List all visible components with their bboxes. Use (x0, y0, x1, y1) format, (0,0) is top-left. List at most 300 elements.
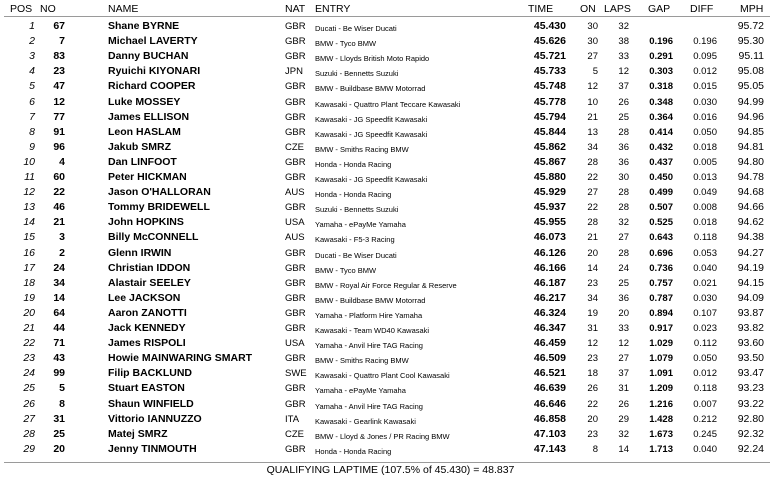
cell-mph: 94.66 (737, 201, 764, 214)
cell-pos: 2 (29, 35, 35, 48)
cell-gap: 0.894 (649, 307, 673, 319)
cell-name: Jason O'HALLORAN (108, 186, 211, 199)
cell-laps: 30 (618, 172, 629, 183)
table-row (0, 155, 781, 170)
cell-name: James RISPOLI (108, 337, 186, 350)
cell-nat: GBR (285, 247, 306, 259)
header-laps: LAPS (604, 3, 631, 15)
cell-on: 18 (587, 368, 598, 380)
cell-diff: 0.013 (693, 172, 717, 183)
cell-name: Peter HICKMAN (108, 171, 187, 183)
cell-laps: 20 (618, 307, 629, 319)
cell-entry: Kawasaki - JG Speedfit Kawasaki (315, 129, 428, 139)
cell-diff: 0.021 (693, 277, 717, 289)
cell-nat: ITA (285, 413, 300, 425)
cell-laps: 24 (618, 262, 629, 274)
table-row (0, 95, 781, 110)
cell-time: 46.187 (533, 276, 566, 289)
cell-laps: 14 (618, 443, 629, 455)
table-row (0, 170, 781, 185)
cell-gap: 0.432 (649, 141, 673, 153)
cell-pos: 22 (23, 337, 35, 350)
cell-no: 21 (53, 216, 65, 229)
cell-no: 44 (53, 322, 65, 334)
table-row (0, 397, 781, 412)
table-row (0, 321, 781, 336)
cell-laps: 25 (618, 111, 629, 123)
cell-laps: 26 (618, 398, 629, 410)
cell-pos: 1 (29, 20, 35, 32)
table-row (0, 306, 781, 321)
cell-diff: 0.053 (693, 247, 717, 259)
cell-mph: 93.60 (737, 337, 764, 350)
cell-name: Jenny TINMOUTH (108, 442, 197, 455)
cell-gap: 1.673 (649, 428, 673, 440)
cell-mph: 95.30 (737, 35, 764, 48)
cell-time: 45.880 (533, 171, 566, 183)
cell-entry: BMW - Royal Air Force Regular & Reserve (315, 280, 457, 290)
cell-no: 71 (53, 337, 65, 350)
cell-laps: 33 (618, 323, 629, 334)
cell-gap: 0.736 (649, 262, 673, 274)
cell-on: 22 (587, 202, 598, 214)
cell-mph: 94.96 (737, 110, 764, 123)
cell-name: Vittorio IANNUZZO (108, 412, 202, 425)
cell-laps: 28 (618, 202, 629, 214)
cell-no: 22 (53, 186, 65, 199)
table-row (0, 200, 781, 215)
cell-gap: 0.196 (649, 36, 673, 48)
cell-entry: Suzuki - Bennetts Suzuki (315, 69, 399, 79)
cell-pos: 21 (23, 322, 35, 334)
table-row (0, 49, 781, 64)
footer-rule (4, 462, 770, 463)
table-row (0, 276, 781, 291)
cell-mph: 94.15 (737, 276, 764, 289)
table-row (0, 351, 781, 366)
cell-mph: 94.80 (737, 155, 764, 168)
cell-nat: GBR (285, 443, 306, 455)
cell-gap: 1.029 (649, 338, 673, 350)
cell-laps: 29 (618, 413, 629, 425)
qualifying-laptime-note: QUALIFYING LAPTIME (107.5% of 45.430) = 48.837 (266, 464, 515, 476)
cell-gap: 0.787 (649, 292, 673, 304)
cell-diff: 0.030 (693, 96, 717, 108)
cell-name: Tommy BRIDEWELL (108, 201, 210, 214)
cell-gap: 1.428 (649, 413, 673, 425)
cell-pos: 5 (29, 80, 35, 93)
cell-entry: Kawasaki - Gearlink Kawasaki (315, 416, 416, 426)
cell-diff: 0.112 (693, 338, 717, 350)
table-row (0, 125, 781, 140)
header-name: NAME (108, 3, 139, 15)
cell-pos: 14 (23, 216, 35, 229)
cell-diff: 0.007 (693, 398, 717, 410)
cell-nat: GBR (285, 126, 306, 138)
cell-diff: 0.018 (693, 141, 717, 153)
cell-pos: 7 (29, 110, 35, 123)
cell-entry: Kawasaki - Quattro Plant Teccare Kawasaki (315, 99, 461, 109)
cell-name: John HOPKINS (108, 216, 184, 229)
cell-time: 46.858 (533, 412, 566, 425)
header-gap: GAP (648, 3, 671, 15)
cell-diff: 0.212 (693, 413, 717, 425)
cell-laps: 38 (618, 36, 629, 48)
cell-mph: 94.19 (737, 261, 764, 274)
cell-name: Ryuichi KIYONARI (108, 65, 201, 78)
cell-entry: Yamaha - ePayMe Yamaha (315, 386, 406, 396)
cell-diff: 0.050 (693, 126, 717, 138)
cell-entry: BMW - Buildbase BMW Motorrad (315, 84, 426, 94)
cell-on: 10 (587, 96, 598, 108)
cell-laps: 32 (618, 428, 629, 440)
cell-nat: CZE (285, 428, 304, 440)
cell-diff: 0.012 (693, 368, 717, 380)
cell-mph: 94.99 (737, 95, 764, 108)
cell-name: Stuart EASTON (108, 382, 185, 395)
cell-gap: 1.079 (649, 353, 673, 365)
cell-time: 45.778 (533, 95, 566, 108)
cell-mph: 94.62 (737, 216, 764, 229)
cell-pos: 8 (29, 125, 35, 138)
cell-time: 46.324 (533, 306, 566, 319)
cell-mph: 93.87 (737, 306, 764, 319)
cell-gap: 1.216 (649, 398, 673, 410)
cell-laps: 37 (618, 368, 629, 380)
cell-time: 46.509 (533, 352, 566, 365)
cell-name: Leon HASLAM (108, 125, 181, 138)
cell-pos: 12 (23, 186, 35, 199)
cell-on: 5 (592, 66, 598, 78)
table-row (0, 336, 781, 351)
cell-mph: 95.11 (738, 50, 764, 63)
cell-gap: 0.643 (649, 232, 673, 244)
cell-gap: 0.507 (649, 202, 673, 214)
cell-nat: GBR (285, 156, 306, 168)
cell-name: Lee JACKSON (108, 291, 181, 304)
cell-no: 7 (59, 35, 65, 48)
cell-laps: 33 (618, 51, 629, 63)
cell-time: 46.166 (533, 261, 566, 274)
cell-laps: 31 (618, 383, 629, 395)
cell-laps: 25 (618, 277, 629, 289)
cell-no: 96 (53, 140, 65, 153)
cell-name: Jakub SMRZ (108, 140, 172, 153)
table-row (0, 261, 781, 276)
cell-entry: Ducati - Be Wiser Ducati (315, 24, 397, 33)
cell-diff: 0.196 (693, 36, 717, 48)
cell-name: Billy McCONNELL (108, 231, 199, 244)
cell-no: 43 (53, 352, 65, 365)
cell-no: 34 (53, 276, 65, 289)
header-entry: ENTRY (315, 3, 351, 15)
table-row (0, 412, 781, 427)
cell-pos: 24 (23, 367, 35, 380)
cell-pos: 4 (29, 65, 35, 78)
cell-time: 45.937 (533, 201, 566, 214)
cell-no: 2 (59, 246, 65, 259)
cell-entry: BMW - Smiths Racing BMW (315, 144, 409, 154)
cell-entry: BMW - Tyco BMW (315, 265, 377, 275)
cell-name: Richard COOPER (108, 80, 196, 93)
cell-entry: Kawasaki - F5-3 Racing (315, 235, 395, 245)
cell-diff: 0.050 (693, 353, 717, 365)
cell-mph: 94.78 (737, 171, 764, 183)
cell-laps: 36 (618, 292, 629, 304)
table-row (0, 34, 781, 49)
cell-no: 64 (53, 306, 65, 319)
cell-mph: 92.32 (737, 427, 764, 440)
cell-pos: 11 (24, 171, 35, 183)
cell-on: 21 (587, 232, 598, 244)
cell-name: James ELLISON (108, 110, 190, 123)
cell-entry: Honda - Honda Racing (315, 446, 392, 456)
cell-laps: 12 (618, 66, 629, 78)
cell-name: Filip BACKLUND (108, 367, 192, 380)
cell-entry: Yamaha - Anvil Hire TAG Racing (315, 401, 423, 411)
table-row (0, 79, 781, 94)
cell-time: 45.733 (533, 65, 566, 78)
cell-pos: 25 (23, 382, 35, 395)
cell-name: Shane BYRNE (108, 20, 180, 32)
cell-gap: 0.525 (649, 217, 673, 229)
cell-time: 45.862 (533, 140, 566, 153)
cell-no: 8 (59, 397, 65, 410)
cell-on: 34 (587, 292, 598, 304)
cell-mph: 95.05 (737, 80, 764, 93)
cell-nat: GBR (285, 81, 306, 93)
cell-name: Shaun WINFIELD (108, 397, 194, 410)
table-row (0, 185, 781, 200)
cell-mph: 94.68 (737, 186, 764, 199)
cell-on: 13 (587, 126, 598, 138)
cell-on: 31 (587, 323, 598, 334)
cell-time: 46.459 (533, 337, 566, 350)
cell-pos: 13 (23, 201, 35, 214)
cell-time: 45.430 (533, 20, 566, 32)
cell-on: 20 (587, 247, 598, 259)
cell-entry: Yamaha - Anvil Hire TAG Racing (315, 341, 423, 351)
cell-no: 3 (59, 231, 65, 244)
cell-name: Matej SMRZ (108, 427, 168, 440)
cell-nat: USA (285, 217, 305, 229)
table-row (0, 140, 781, 155)
cell-time: 45.626 (533, 35, 566, 48)
cell-gap: 1.091 (649, 368, 673, 380)
cell-entry: BMW - Lloyd & Jones / PR Racing BMW (315, 431, 450, 441)
cell-pos: 28 (23, 427, 35, 440)
cell-laps: 36 (618, 156, 629, 168)
cell-diff: 0.245 (693, 428, 717, 440)
cell-no: 83 (53, 50, 65, 63)
cell-diff: 0.107 (693, 307, 717, 319)
cell-nat: GBR (285, 111, 306, 123)
cell-diff: 0.018 (693, 217, 717, 229)
cell-nat: GBR (285, 21, 306, 32)
table-row (0, 64, 781, 79)
cell-gap: 0.450 (649, 172, 673, 183)
cell-time: 46.646 (533, 397, 566, 410)
cell-diff: 0.023 (693, 323, 717, 334)
table-row (0, 246, 781, 261)
cell-no: 14 (53, 291, 65, 304)
cell-gap: 0.414 (649, 126, 673, 138)
cell-name: Aaron ZANOTTI (108, 306, 187, 319)
cell-mph: 93.82 (737, 322, 764, 334)
table-row (0, 442, 781, 457)
cell-mph: 92.24 (737, 442, 764, 455)
cell-time: 45.748 (533, 80, 566, 93)
table-row (0, 291, 781, 306)
cell-no: 77 (53, 110, 65, 123)
cell-nat: GBR (285, 262, 306, 274)
cell-pos: 17 (23, 261, 35, 274)
cell-pos: 16 (23, 246, 35, 259)
cell-on: 22 (587, 398, 598, 410)
cell-pos: 18 (23, 276, 35, 289)
cell-time: 45.721 (533, 50, 566, 63)
cell-diff: 0.016 (693, 111, 717, 123)
cell-on: 27 (587, 51, 598, 63)
cell-nat: GBR (285, 353, 306, 365)
table-row (0, 427, 781, 442)
cell-nat: GBR (285, 51, 306, 63)
cell-nat: GBR (285, 202, 306, 214)
cell-name: Danny BUCHAN (108, 50, 189, 63)
cell-on: 20 (587, 413, 598, 425)
cell-gap: 0.917 (649, 323, 673, 334)
cell-time: 46.347 (533, 322, 566, 334)
cell-no: 4 (59, 155, 65, 168)
cell-on: 28 (587, 156, 598, 168)
table-row (0, 230, 781, 245)
cell-no: 5 (59, 382, 65, 395)
cell-on: 14 (587, 262, 598, 274)
cell-no: 47 (53, 80, 65, 93)
cell-gap: 0.291 (649, 51, 673, 63)
cell-on: 23 (587, 353, 598, 365)
cell-gap: 0.696 (649, 247, 673, 259)
cell-pos: 23 (23, 352, 35, 365)
header-diff: DIFF (690, 3, 714, 15)
cell-entry: Suzuki - Bennetts Suzuki (315, 205, 399, 215)
cell-name: Michael LAVERTY (108, 35, 198, 48)
cell-on: 26 (587, 383, 598, 395)
cell-on: 34 (587, 141, 598, 153)
cell-pos: 27 (23, 412, 35, 425)
cell-laps: 37 (618, 81, 629, 93)
cell-gap: 1.713 (649, 443, 673, 455)
table-row (0, 215, 781, 230)
cell-entry: BMW - Buildbase BMW Motorrad (315, 295, 426, 305)
cell-name: Howie MAINWARING SMART (108, 352, 253, 365)
cell-time: 45.955 (533, 216, 566, 229)
cell-pos: 20 (23, 306, 35, 319)
cell-entry: BMW - Tyco BMW (315, 39, 377, 49)
header-rule (4, 16, 770, 17)
cell-diff: 0.049 (693, 187, 717, 199)
cell-time: 45.929 (533, 186, 566, 199)
cell-mph: 95.08 (737, 65, 764, 78)
cell-mph: 94.38 (737, 231, 764, 244)
cell-name: Dan LINFOOT (108, 155, 177, 168)
cell-mph: 95.72 (737, 20, 764, 32)
cell-nat: GBR (285, 277, 306, 289)
cell-entry: Honda - Honda Racing (315, 190, 392, 200)
cell-mph: 92.80 (737, 412, 764, 425)
cell-pos: 26 (23, 397, 35, 410)
cell-time: 46.639 (533, 382, 566, 395)
cell-no: 31 (53, 412, 65, 425)
header-mph: MPH (740, 3, 764, 15)
cell-laps: 28 (618, 187, 629, 199)
cell-laps: 36 (618, 141, 629, 153)
cell-laps: 28 (618, 247, 629, 259)
cell-nat: GBR (285, 292, 306, 304)
cell-entry: Kawasaki - Team WD40 Kawasaki (315, 326, 430, 335)
cell-diff: 0.005 (693, 156, 717, 168)
cell-name: Christian IDDON (108, 261, 191, 274)
cell-gap: 0.364 (649, 111, 673, 123)
cell-on: 27 (587, 187, 598, 199)
cell-entry: BMW - Smiths Racing BMW (315, 356, 409, 366)
cell-laps: 32 (618, 217, 629, 229)
cell-on: 30 (587, 21, 598, 32)
cell-entry: Kawasaki - JG Speedfit Kawasaki (315, 175, 428, 184)
cell-name: Glenn IRWIN (108, 246, 172, 259)
cell-nat: GBR (285, 383, 306, 395)
header-time: TIME (528, 3, 554, 15)
cell-nat: GBR (285, 323, 306, 334)
cell-mph: 93.50 (737, 352, 764, 365)
cell-no: 99 (53, 367, 65, 380)
cell-diff: 0.040 (693, 262, 717, 274)
cell-entry: Yamaha - Platform Hire Yamaha (315, 310, 423, 320)
table-row (0, 110, 781, 125)
cell-no: 67 (53, 20, 65, 32)
header-on: ON (580, 3, 596, 15)
cell-no: 24 (53, 261, 65, 274)
cell-on: 22 (587, 172, 598, 183)
cell-time: 47.143 (533, 442, 566, 455)
cell-mph: 93.23 (737, 382, 764, 395)
cell-no: 20 (53, 442, 65, 455)
cell-nat: USA (285, 338, 305, 350)
cell-on: 12 (587, 338, 598, 350)
cell-time: 46.073 (533, 231, 566, 244)
cell-name: Alastair SEELEY (108, 276, 191, 289)
cell-diff: 0.012 (693, 66, 717, 78)
cell-on: 30 (587, 36, 598, 48)
cell-diff: 0.118 (693, 383, 717, 395)
cell-nat: GBR (285, 36, 306, 48)
cell-on: 21 (587, 111, 598, 123)
header-nat: NAT (285, 3, 306, 15)
cell-nat: JPN (285, 66, 303, 78)
cell-diff: 0.118 (693, 232, 717, 244)
table-row (0, 381, 781, 396)
header-no: NO (40, 3, 56, 15)
cell-no: 46 (53, 201, 65, 214)
cell-pos: 6 (29, 95, 35, 108)
cell-time: 46.521 (533, 367, 566, 380)
cell-on: 23 (587, 277, 598, 289)
cell-gap: 1.209 (649, 383, 673, 395)
cell-pos: 10 (23, 155, 35, 168)
cell-entry: Ducati - Be Wiser Ducati (315, 250, 397, 260)
cell-time: 45.794 (533, 110, 566, 123)
cell-time: 45.844 (533, 125, 566, 138)
